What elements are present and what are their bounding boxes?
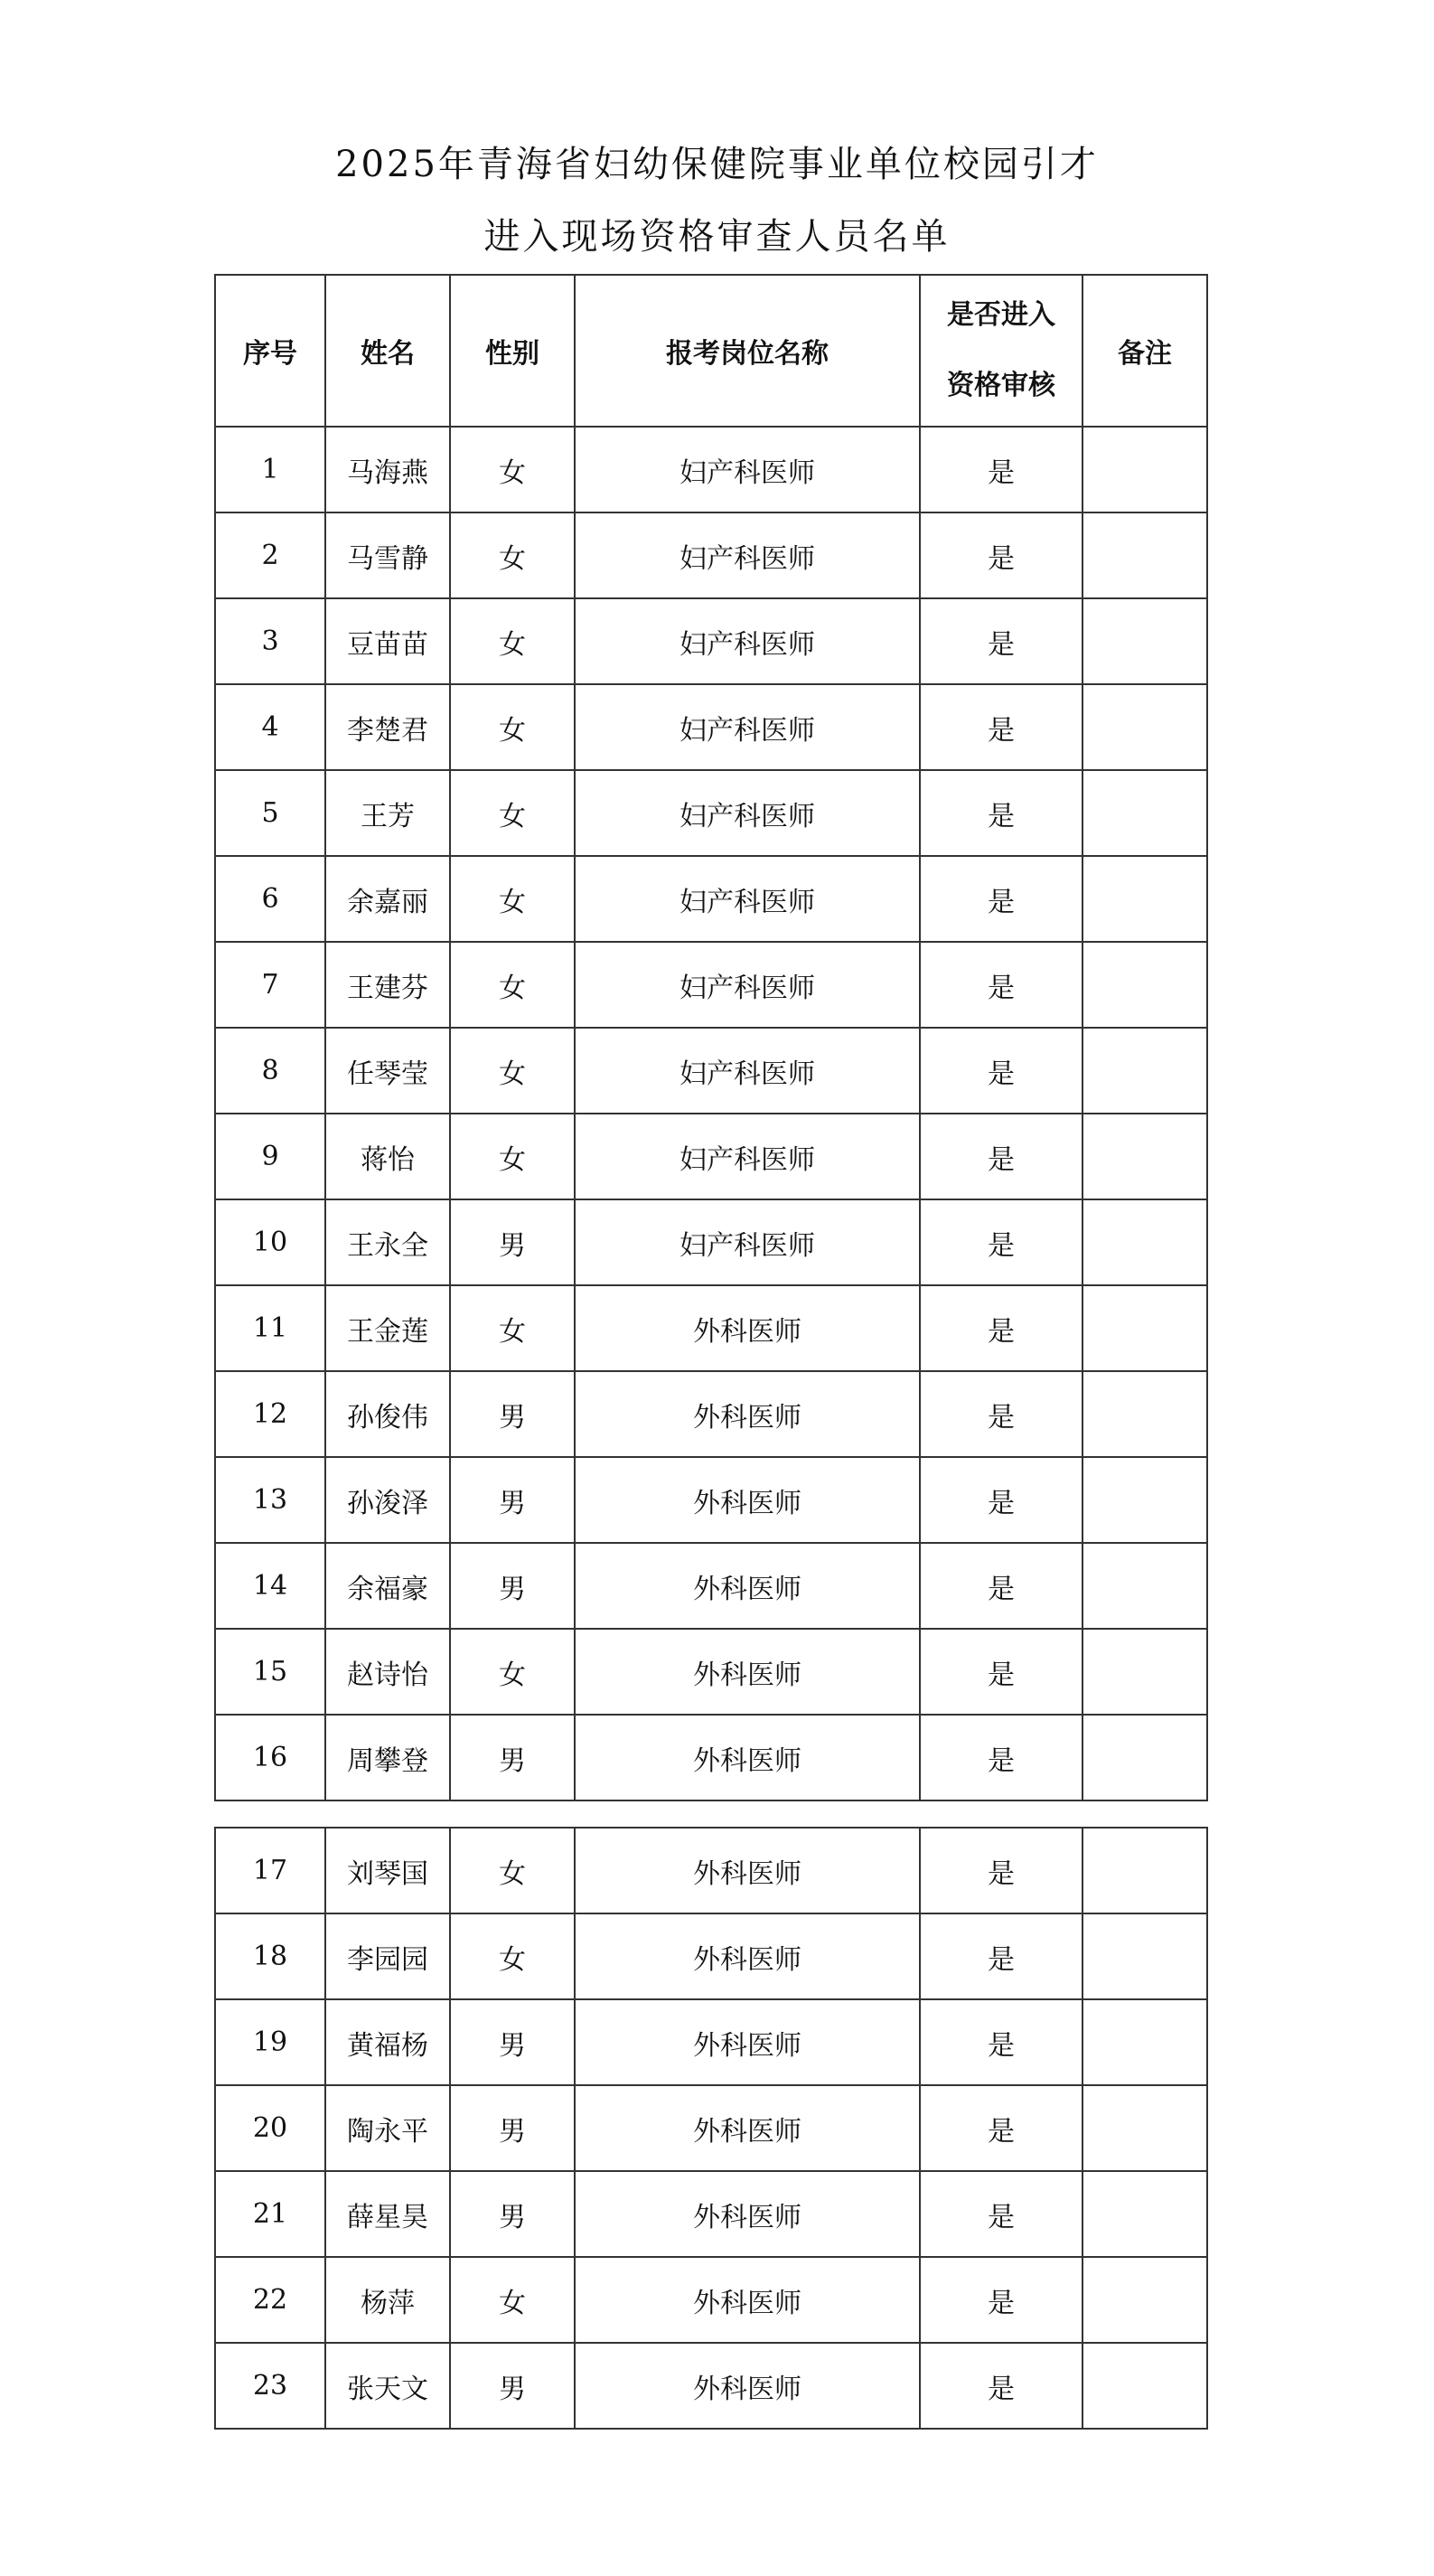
cell-no: 19 bbox=[215, 1999, 325, 2085]
cell-position: 妇产科医师 bbox=[575, 684, 920, 770]
cell-gender: 男 bbox=[450, 1457, 575, 1543]
cell-no: 23 bbox=[215, 2343, 325, 2429]
table-row bbox=[215, 1999, 1207, 2085]
page-title: 2025年青海省妇幼保健院事业单位校园引才 bbox=[335, 144, 1099, 185]
table-row bbox=[215, 598, 1207, 684]
cell-remark bbox=[1083, 2085, 1207, 2171]
cell-qualify: 是 bbox=[920, 1715, 1083, 1800]
cell-no: 14 bbox=[215, 1543, 325, 1629]
cell-name: 马雪静 bbox=[325, 512, 450, 598]
cell-gender: 女 bbox=[450, 1028, 575, 1114]
cell-remark bbox=[1083, 1629, 1207, 1715]
cell-qualify: 是 bbox=[920, 2085, 1083, 2171]
cell-position: 外科医师 bbox=[575, 2257, 920, 2343]
table-row bbox=[215, 427, 1207, 512]
cell-name: 王建芬 bbox=[325, 942, 450, 1028]
cell-position: 外科医师 bbox=[575, 1828, 920, 1913]
table-row bbox=[215, 2343, 1207, 2429]
cell-remark bbox=[1083, 1913, 1207, 1999]
table-row bbox=[215, 512, 1207, 598]
cell-gender: 女 bbox=[450, 1629, 575, 1715]
cell-position: 外科医师 bbox=[575, 2085, 920, 2171]
cell-remark bbox=[1083, 1371, 1207, 1457]
cell-name: 周攀登 bbox=[325, 1715, 450, 1800]
cell-remark bbox=[1083, 1114, 1207, 1199]
header-qualify bbox=[920, 275, 1083, 427]
cell-name: 杨萍 bbox=[325, 2257, 450, 2343]
cell-name: 孙浚泽 bbox=[325, 1457, 450, 1543]
cell-position: 外科医师 bbox=[575, 1629, 920, 1715]
cell-gender: 女 bbox=[450, 2257, 575, 2343]
candidate-table-part-1 bbox=[214, 274, 1208, 1801]
cell-remark bbox=[1083, 1285, 1207, 1371]
header-qualify-line2: 资格审核 bbox=[947, 370, 1055, 401]
cell-gender: 男 bbox=[450, 2343, 575, 2429]
header-remark: 备注 bbox=[1083, 275, 1207, 427]
cell-qualify: 是 bbox=[920, 942, 1083, 1028]
cell-name: 王金莲 bbox=[325, 1285, 450, 1371]
cell-qualify: 是 bbox=[920, 770, 1083, 856]
cell-no: 8 bbox=[215, 1028, 325, 1114]
cell-gender: 女 bbox=[450, 856, 575, 942]
cell-position: 妇产科医师 bbox=[575, 1028, 920, 1114]
cell-remark bbox=[1083, 1199, 1207, 1285]
cell-gender: 男 bbox=[450, 2171, 575, 2257]
cell-position: 外科医师 bbox=[575, 1999, 920, 2085]
cell-gender: 女 bbox=[450, 1285, 575, 1371]
cell-name: 张天文 bbox=[325, 2343, 450, 2429]
table-row bbox=[215, 1457, 1207, 1543]
header-position: 报考岗位名称 bbox=[575, 275, 920, 427]
cell-position: 妇产科医师 bbox=[575, 942, 920, 1028]
cell-name: 薛星昊 bbox=[325, 2171, 450, 2257]
cell-remark bbox=[1083, 2171, 1207, 2257]
cell-no: 11 bbox=[215, 1285, 325, 1371]
cell-no: 17 bbox=[215, 1828, 325, 1913]
cell-remark bbox=[1083, 770, 1207, 856]
cell-qualify: 是 bbox=[920, 2171, 1083, 2257]
cell-no: 22 bbox=[215, 2257, 325, 2343]
cell-remark bbox=[1083, 684, 1207, 770]
header-name: 姓名 bbox=[325, 275, 450, 427]
cell-remark bbox=[1083, 1028, 1207, 1114]
cell-name: 任琴莹 bbox=[325, 1028, 450, 1114]
cell-gender: 女 bbox=[450, 942, 575, 1028]
cell-no: 9 bbox=[215, 1114, 325, 1199]
cell-remark bbox=[1083, 1828, 1207, 1913]
cell-name: 王永全 bbox=[325, 1199, 450, 1285]
cell-gender: 男 bbox=[450, 1999, 575, 2085]
cell-qualify: 是 bbox=[920, 1199, 1083, 1285]
table-row bbox=[215, 1285, 1207, 1371]
table-row bbox=[215, 1543, 1207, 1629]
cell-position: 妇产科医师 bbox=[575, 770, 920, 856]
cell-remark bbox=[1083, 1715, 1207, 1800]
cell-qualify: 是 bbox=[920, 598, 1083, 684]
cell-qualify: 是 bbox=[920, 1028, 1083, 1114]
cell-name: 黄福杨 bbox=[325, 1999, 450, 2085]
cell-gender: 女 bbox=[450, 770, 575, 856]
cell-name: 李园园 bbox=[325, 1913, 450, 1999]
table-row bbox=[215, 1114, 1207, 1199]
cell-remark bbox=[1083, 856, 1207, 942]
header-qualify-line1: 是否进入 bbox=[947, 299, 1055, 331]
cell-gender: 男 bbox=[450, 1543, 575, 1629]
cell-position: 妇产科医师 bbox=[575, 427, 920, 512]
cell-no: 7 bbox=[215, 942, 325, 1028]
table-row bbox=[215, 1028, 1207, 1114]
cell-position: 妇产科医师 bbox=[575, 1199, 920, 1285]
cell-position: 外科医师 bbox=[575, 1913, 920, 1999]
cell-qualify: 是 bbox=[920, 512, 1083, 598]
cell-name: 孙俊伟 bbox=[325, 1371, 450, 1457]
cell-no: 5 bbox=[215, 770, 325, 856]
cell-gender: 男 bbox=[450, 1199, 575, 1285]
cell-no: 15 bbox=[215, 1629, 325, 1715]
cell-gender: 女 bbox=[450, 1913, 575, 1999]
cell-qualify: 是 bbox=[920, 1285, 1083, 1371]
table-row bbox=[215, 684, 1207, 770]
cell-gender: 女 bbox=[450, 512, 575, 598]
cell-position: 妇产科医师 bbox=[575, 1114, 920, 1199]
cell-remark bbox=[1083, 942, 1207, 1028]
cell-qualify: 是 bbox=[920, 1114, 1083, 1199]
cell-qualify: 是 bbox=[920, 1913, 1083, 1999]
header-no: 序号 bbox=[215, 275, 325, 427]
cell-qualify: 是 bbox=[920, 1371, 1083, 1457]
cell-no: 18 bbox=[215, 1913, 325, 1999]
cell-remark bbox=[1083, 512, 1207, 598]
cell-qualify: 是 bbox=[920, 1999, 1083, 2085]
cell-gender: 女 bbox=[450, 598, 575, 684]
cell-qualify: 是 bbox=[920, 2343, 1083, 2429]
page-subtitle: 进入现场资格审查人员名单 bbox=[483, 216, 951, 258]
table-row bbox=[215, 1715, 1207, 1800]
cell-gender: 女 bbox=[450, 1828, 575, 1913]
table-row bbox=[215, 2257, 1207, 2343]
table-row bbox=[215, 942, 1207, 1028]
cell-no: 12 bbox=[215, 1371, 325, 1457]
header-gender: 性别 bbox=[450, 275, 575, 427]
cell-no: 6 bbox=[215, 856, 325, 942]
cell-position: 外科医师 bbox=[575, 1715, 920, 1800]
table-row bbox=[215, 1199, 1207, 1285]
cell-name: 豆苗苗 bbox=[325, 598, 450, 684]
cell-qualify: 是 bbox=[920, 2257, 1083, 2343]
cell-no: 21 bbox=[215, 2171, 325, 2257]
table-row bbox=[215, 1828, 1207, 1913]
cell-gender: 女 bbox=[450, 1114, 575, 1199]
cell-qualify: 是 bbox=[920, 856, 1083, 942]
cell-name: 李楚君 bbox=[325, 684, 450, 770]
cell-qualify: 是 bbox=[920, 1629, 1083, 1715]
cell-no: 1 bbox=[215, 427, 325, 512]
cell-remark bbox=[1083, 2343, 1207, 2429]
cell-name: 马海燕 bbox=[325, 427, 450, 512]
cell-name: 余嘉丽 bbox=[325, 856, 450, 942]
table-row bbox=[215, 856, 1207, 942]
table-row bbox=[215, 2171, 1207, 2257]
cell-position: 妇产科医师 bbox=[575, 598, 920, 684]
table-row bbox=[215, 1371, 1207, 1457]
cell-name: 赵诗怡 bbox=[325, 1629, 450, 1715]
cell-remark bbox=[1083, 427, 1207, 512]
cell-qualify: 是 bbox=[920, 1543, 1083, 1629]
table-row bbox=[215, 1913, 1207, 1999]
table-header-row bbox=[215, 275, 1207, 427]
cell-gender: 男 bbox=[450, 2085, 575, 2171]
cell-no: 3 bbox=[215, 598, 325, 684]
cell-no: 10 bbox=[215, 1199, 325, 1285]
cell-gender: 男 bbox=[450, 1715, 575, 1800]
cell-remark bbox=[1083, 598, 1207, 684]
cell-position: 外科医师 bbox=[575, 2343, 920, 2429]
cell-gender: 男 bbox=[450, 1371, 575, 1457]
cell-position: 外科医师 bbox=[575, 1371, 920, 1457]
cell-qualify: 是 bbox=[920, 427, 1083, 512]
cell-no: 20 bbox=[215, 2085, 325, 2171]
cell-gender: 女 bbox=[450, 684, 575, 770]
cell-remark bbox=[1083, 1543, 1207, 1629]
cell-position: 妇产科医师 bbox=[575, 512, 920, 598]
cell-qualify: 是 bbox=[920, 1828, 1083, 1913]
cell-no: 2 bbox=[215, 512, 325, 598]
table-row bbox=[215, 2085, 1207, 2171]
cell-position: 外科医师 bbox=[575, 1457, 920, 1543]
cell-remark bbox=[1083, 1999, 1207, 2085]
cell-name: 蒋怡 bbox=[325, 1114, 450, 1199]
cell-position: 妇产科医师 bbox=[575, 856, 920, 942]
cell-name: 余福豪 bbox=[325, 1543, 450, 1629]
cell-position: 外科医师 bbox=[575, 1285, 920, 1371]
cell-position: 外科医师 bbox=[575, 1543, 920, 1629]
table-row bbox=[215, 770, 1207, 856]
cell-name: 刘琴国 bbox=[325, 1828, 450, 1913]
cell-remark bbox=[1083, 1457, 1207, 1543]
cell-qualify: 是 bbox=[920, 684, 1083, 770]
table-row bbox=[215, 1629, 1207, 1715]
cell-gender: 女 bbox=[450, 427, 575, 512]
cell-name: 王芳 bbox=[325, 770, 450, 856]
cell-no: 16 bbox=[215, 1715, 325, 1800]
candidate-table-part-2 bbox=[214, 1827, 1208, 2430]
cell-position: 外科医师 bbox=[575, 2171, 920, 2257]
cell-no: 4 bbox=[215, 684, 325, 770]
cell-qualify: 是 bbox=[920, 1457, 1083, 1543]
cell-name: 陶永平 bbox=[325, 2085, 450, 2171]
cell-remark bbox=[1083, 2257, 1207, 2343]
cell-no: 13 bbox=[215, 1457, 325, 1543]
